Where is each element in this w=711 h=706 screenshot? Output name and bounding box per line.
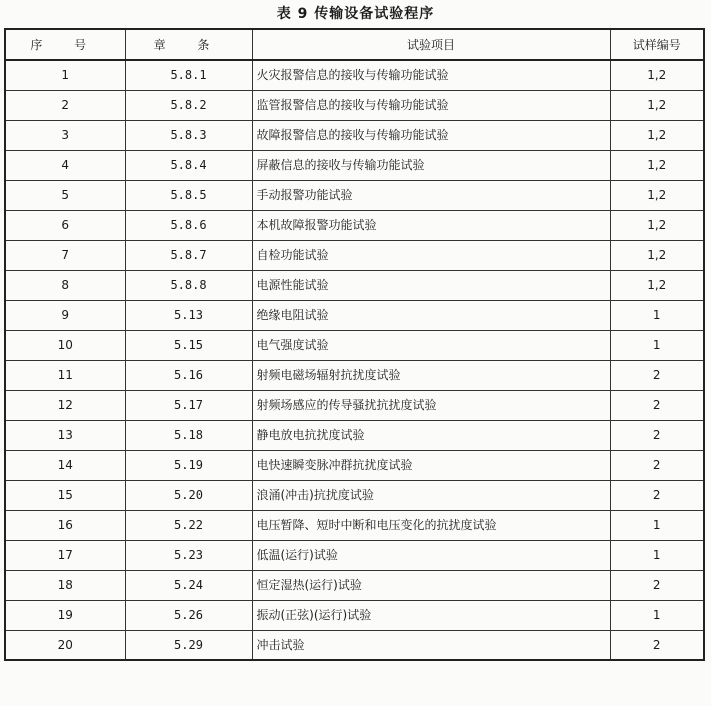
row-item-cell: 绝缘电阻试验 xyxy=(252,300,610,330)
row-seq-cell: 11 xyxy=(5,360,125,390)
row-seq-cell: 3 xyxy=(5,120,125,150)
row-item-cell: 手动报警功能试验 xyxy=(252,180,610,210)
row-sample-cell: 1,2 xyxy=(610,180,704,210)
row-seq-cell: 16 xyxy=(5,510,125,540)
row-sample-cell: 2 xyxy=(610,390,704,420)
row-item-cell: 浪涌(冲击)抗扰度试验 xyxy=(252,480,610,510)
table-header xyxy=(5,29,704,60)
row-seq-cell: 17 xyxy=(5,540,125,570)
row-section-cell: 5.8.2 xyxy=(125,90,252,120)
row-sample-cell: 2 xyxy=(610,420,704,450)
row-section-cell: 5.22 xyxy=(125,510,252,540)
row-seq-cell: 2 xyxy=(5,90,125,120)
row-item-cell: 本机故障报警功能试验 xyxy=(252,210,610,240)
table-row xyxy=(5,420,704,450)
row-seq-cell: 18 xyxy=(5,570,125,600)
row-section-cell: 5.18 xyxy=(125,420,252,450)
row-seq-cell: 14 xyxy=(5,450,125,480)
table-body xyxy=(5,60,704,660)
table-row xyxy=(5,330,704,360)
row-seq-cell: 12 xyxy=(5,390,125,420)
row-item-cell: 低温(运行)试验 xyxy=(252,540,610,570)
row-sample-cell: 2 xyxy=(610,480,704,510)
row-seq-cell: 9 xyxy=(5,300,125,330)
row-section-cell: 5.19 xyxy=(125,450,252,480)
row-item-cell: 故障报警信息的接收与传输功能试验 xyxy=(252,120,610,150)
row-sample-cell: 1 xyxy=(610,600,704,630)
row-section-cell: 5.13 xyxy=(125,300,252,330)
row-seq-cell: 8 xyxy=(5,270,125,300)
row-sample-cell: 1 xyxy=(610,330,704,360)
row-sample-cell: 2 xyxy=(610,630,704,660)
header-section: 章 条 xyxy=(125,29,252,60)
table-row xyxy=(5,90,704,120)
row-seq-cell: 6 xyxy=(5,210,125,240)
table-row xyxy=(5,540,704,570)
row-section-cell: 5.20 xyxy=(125,480,252,510)
row-sample-cell: 1,2 xyxy=(610,270,704,300)
table-row xyxy=(5,300,704,330)
row-item-cell: 电压暂降、短时中断和电压变化的抗扰度试验 xyxy=(252,510,610,540)
header-seq: 序 号 xyxy=(5,29,125,60)
row-section-cell: 5.23 xyxy=(125,540,252,570)
row-item-cell: 电气强度试验 xyxy=(252,330,610,360)
table-row xyxy=(5,390,704,420)
test-procedure-table xyxy=(4,28,705,661)
row-seq-cell: 1 xyxy=(5,60,125,90)
header-row xyxy=(5,29,704,60)
row-seq-cell: 19 xyxy=(5,600,125,630)
row-sample-cell: 1 xyxy=(610,300,704,330)
table-row xyxy=(5,210,704,240)
row-sample-cell: 1,2 xyxy=(610,240,704,270)
row-seq-cell: 15 xyxy=(5,480,125,510)
row-item-cell: 振动(正弦)(运行)试验 xyxy=(252,600,610,630)
row-seq-cell: 7 xyxy=(5,240,125,270)
row-seq-cell: 10 xyxy=(5,330,125,360)
table-row xyxy=(5,630,704,660)
row-section-cell: 5.26 xyxy=(125,600,252,630)
row-seq-cell: 13 xyxy=(5,420,125,450)
row-section-cell: 5.16 xyxy=(125,360,252,390)
row-seq-cell: 20 xyxy=(5,630,125,660)
table-row xyxy=(5,150,704,180)
row-sample-cell: 1 xyxy=(610,510,704,540)
table-row xyxy=(5,60,704,90)
row-section-cell: 5.8.7 xyxy=(125,240,252,270)
row-seq-cell: 4 xyxy=(5,150,125,180)
row-seq-cell: 5 xyxy=(5,180,125,210)
row-sample-cell: 1,2 xyxy=(610,150,704,180)
row-section-cell: 5.8.8 xyxy=(125,270,252,300)
table-row xyxy=(5,450,704,480)
table-row xyxy=(5,360,704,390)
table-row xyxy=(5,510,704,540)
row-section-cell: 5.8.6 xyxy=(125,210,252,240)
row-sample-cell: 2 xyxy=(610,450,704,480)
row-item-cell: 冲击试验 xyxy=(252,630,610,660)
row-section-cell: 5.8.4 xyxy=(125,150,252,180)
row-sample-cell: 1 xyxy=(610,540,704,570)
row-section-cell: 5.29 xyxy=(125,630,252,660)
row-section-cell: 5.15 xyxy=(125,330,252,360)
row-section-cell: 5.8.1 xyxy=(125,60,252,90)
table-row xyxy=(5,120,704,150)
row-item-cell: 屏蔽信息的接收与传输功能试验 xyxy=(252,150,610,180)
table-row xyxy=(5,570,704,600)
table-row xyxy=(5,180,704,210)
row-item-cell: 静电放电抗扰度试验 xyxy=(252,420,610,450)
row-sample-cell: 2 xyxy=(610,570,704,600)
row-item-cell: 电源性能试验 xyxy=(252,270,610,300)
table-row xyxy=(5,480,704,510)
table-row xyxy=(5,600,704,630)
row-section-cell: 5.8.3 xyxy=(125,120,252,150)
table-row xyxy=(5,240,704,270)
row-item-cell: 电快速瞬变脉冲群抗扰度试验 xyxy=(252,450,610,480)
header-sample: 试样编号 xyxy=(610,29,704,60)
row-item-cell: 火灾报警信息的接收与传输功能试验 xyxy=(252,60,610,90)
table-title: 表 9 传输设备试验程序 xyxy=(276,6,435,22)
row-sample-cell: 2 xyxy=(610,360,704,390)
row-sample-cell: 1,2 xyxy=(610,210,704,240)
header-item: 试验项目 xyxy=(252,29,610,60)
table-row xyxy=(5,270,704,300)
row-item-cell: 自检功能试验 xyxy=(252,240,610,270)
row-item-cell: 射频场感应的传导骚扰抗扰度试验 xyxy=(252,390,610,420)
row-section-cell: 5.17 xyxy=(125,390,252,420)
row-sample-cell: 1,2 xyxy=(610,120,704,150)
row-item-cell: 监管报警信息的接收与传输功能试验 xyxy=(252,90,610,120)
row-section-cell: 5.8.5 xyxy=(125,180,252,210)
row-sample-cell: 1,2 xyxy=(610,60,704,90)
row-sample-cell: 1,2 xyxy=(610,90,704,120)
row-item-cell: 射频电磁场辐射抗扰度试验 xyxy=(252,360,610,390)
row-item-cell: 恒定湿热(运行)试验 xyxy=(252,570,610,600)
row-section-cell: 5.24 xyxy=(125,570,252,600)
